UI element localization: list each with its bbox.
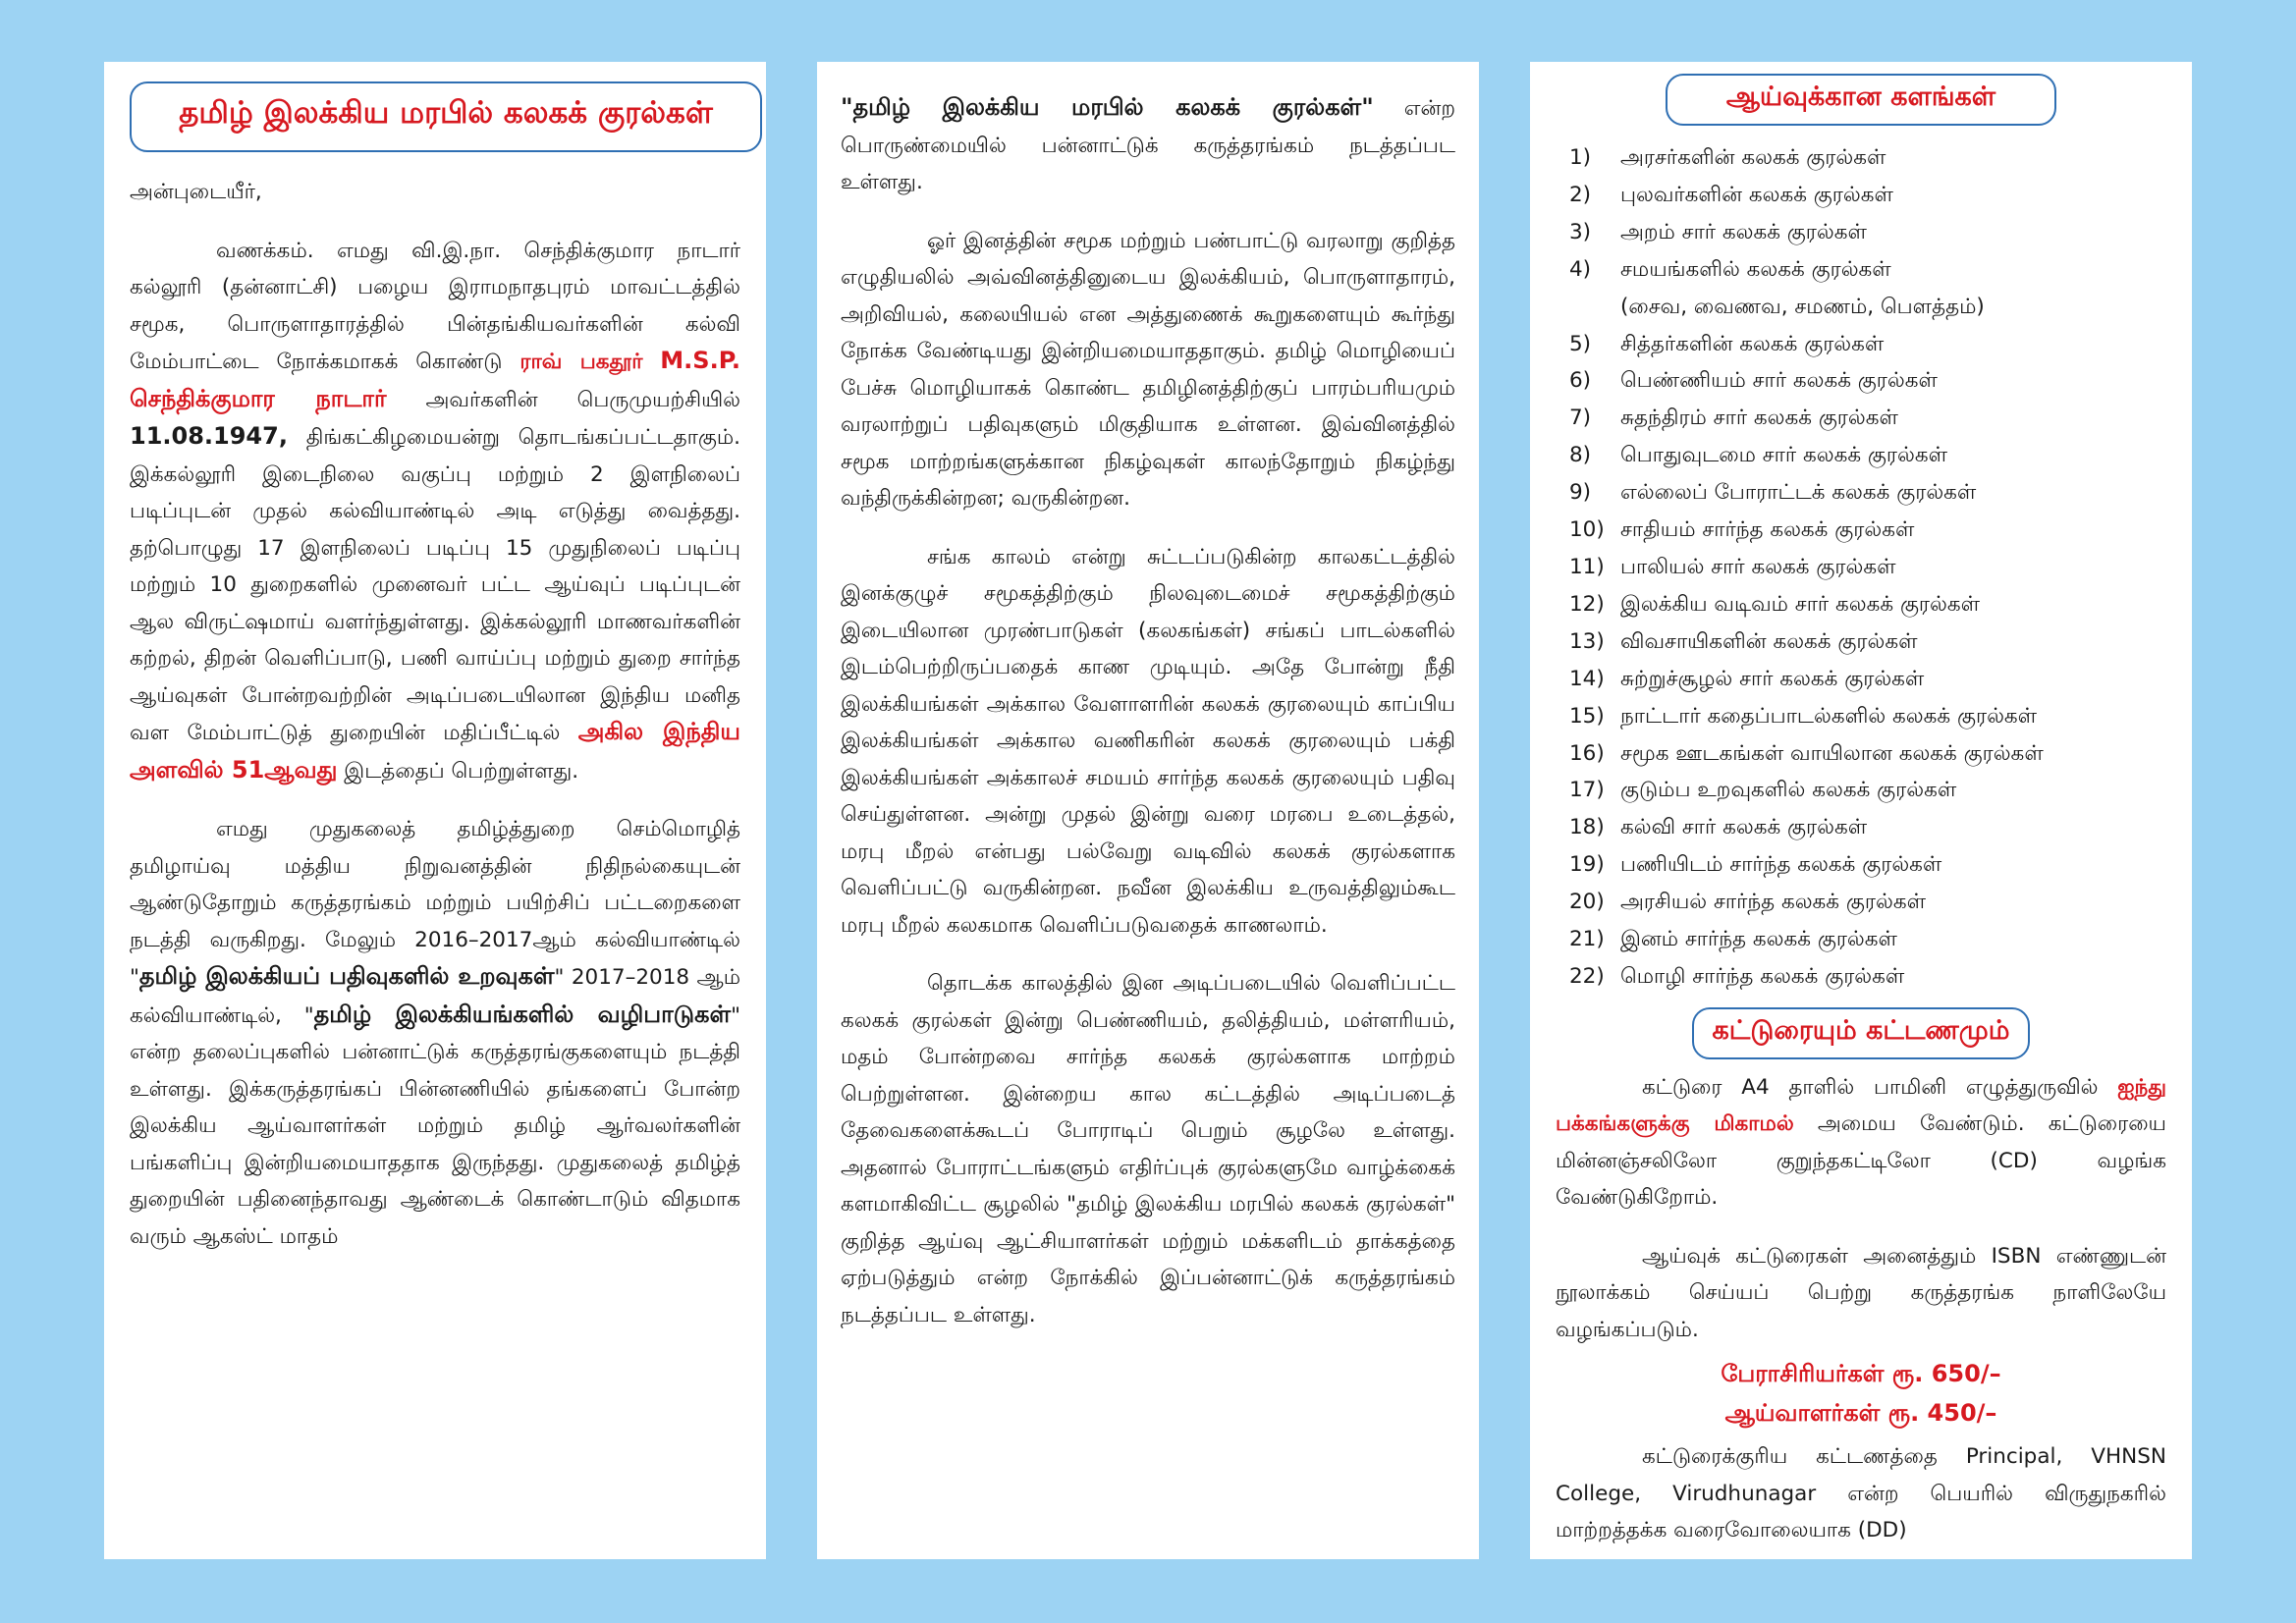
theme-paragraph-1: ஓர் இனத்தின் சமூக மற்றும் பண்பாட்டு வரலாறு குறித்த எழுதியலில் அவ்வினத்தினுடைய இலக்கியம், பொருளாதாரம், அறிவியல், கலையியல் என அத்துணைக் கூறுகளையும் கூர்ந்து நோக்க வேண்டியது இன்றியமையாததாகும். தமிழ் மொழியைப் பேச்சு மொழியாகக் கொண்ட தமிழினத்திற்குப் பாரம்பரியமும் வரலாற்றுப் பதிவுகளும் மிகுதியாக உள்ளன. இவ்வினத்தில் சமூக மாற்றங்களுக்கான நிகழ்வுகள் காலந்தோறும் நிகழ்ந்து வந்திருக்கின்றன; வருகின்றன.	[841, 228, 1455, 511]
research-area-text: அரசியல் சார்ந்த கலகக் குரல்கள்	[1620, 890, 1926, 915]
research-area-text: இனம் சார்ந்த கலகக் குரல்கள்	[1620, 927, 1897, 952]
research-area-text: கல்வி சார் கலகக் குரல்கள்	[1620, 815, 1868, 840]
research-area-number: 9)	[1569, 480, 1592, 506]
research-area-item	[1569, 549, 2166, 586]
panel-theme	[817, 62, 1479, 1559]
research-area-item	[1569, 586, 2166, 623]
page-limit-highlight: ஐந்து பக்கங்களுக்கு மிகாமல்	[1556, 1074, 2166, 1137]
research-area-text: சுற்றுச்சூழல் சார் கலகக் குரல்கள்	[1620, 666, 1925, 691]
research-area-text: இலக்கிய வடிவம் சார் கலகக் குரல்கள்	[1620, 591, 1981, 617]
research-area-number: 13)	[1569, 628, 1605, 654]
research-area-item	[1569, 400, 2166, 437]
college-history-paragraph: வணக்கம். எமது வி.இ.நா. செந்திக்குமார நாடார் கல்லூரி (தன்னாட்சி) பழைய இராமநாதபுரம் மாவட்டத்தில் சமூக, பொருளாதாரத்தில் பின்தங்கியவர்களின் கல்வி மேம்பாட்டை நோக்கமாகக் கொண்டு ராவ் பகதூர் M.S.P. செந்திக்குமார நாடார் அவர்களின் பெருமுயற்சியில் 11.08.1947, திங்கட்கிழமையன்று தொடங்கப்பட்டதாகும். இக்கல்லூரி இடைநிலை வகுப்பு மற்றும் 2 இளநிலைப் படிப்புடன் முதல் கல்வியாண்டில் அடி எடுத்து வைத்தது. தற்பொழுது 17 இளநிலைப் படிப்பு 15 முதுநிலைப் படிப்பு மற்றும் 10 துறைகளில் முனைவர் பட்ட ஆய்வுப் படிப்புடன் ஆல விருட்ஷமாய் வளர்ந்துள்ளது. இக்கல்லூரி மாணவர்களின் கற்றல், திறன் வெளிப்பாடு, பணி வாய்ப்பு மற்றும் துறை சார்ந்த ஆய்வுகள் போன்றவற்றின் அடிப்படையிலான இந்திய மனித வள மேம்பாட்டுத் துறையின் மதிப்பீட்டில் அகில இந்திய அளவில் 51ஆவது இடத்தைப் பெற்றுள்ளது.	[130, 238, 740, 784]
department-paragraph: எமது முதுகலைத் தமிழ்த்துறை செம்மொழித் தமிழாய்வு மத்திய நிறுவனத்தின் நிதிநல்கையுடன் ஆண்டுதோறும் கருத்தரங்கம் மற்றும் பயிற்சிப் பட்டறைகளை நடத்தி வருகிறது. மேலும் 2016–2017ஆம் கல்வியாண்டில் "தமிழ் இலக்கியப் பதிவுகளில் உறவுகள்" 2017–2018 ஆம் கல்வியாண்டில், "தமிழ் இலக்கியங்களில் வழிபாடுகள்" என்ற தலைப்புகளில் பன்னாட்டுக் கருத்தரங்குகளையும் நடத்தி உள்ளது. இக்கருத்தரங்கப் பின்னணியில் தங்களைப் போன்ற இலக்கிய ஆய்வாளர்கள் மற்றும் தமிழ் ஆர்வலர்களின் பங்களிப்பு இன்றியமையாததாக இருந்தது. முதுகலைத் தமிழ்த் துறையின் பதினைந்தாவது ஆண்டைக் கொண்டாடும் விதமாக வரும் ஆகஸ்ட் மாதம்	[130, 817, 740, 1249]
research-area-number: 17)	[1569, 778, 1605, 803]
research-area-text: சுதந்திரம் சார் கலகக் குரல்கள்	[1620, 406, 1898, 431]
research-area-item	[1569, 326, 2166, 363]
research-area-item	[1569, 884, 2166, 921]
research-area-item	[1569, 846, 2166, 884]
research-area-text: பெண்ணியம் சார் கலகக் குரல்கள்	[1620, 368, 1938, 394]
research-area-number: 4)	[1569, 256, 1592, 282]
research-area-text: நாட்டார் கதைப்பாடல்களில் கலகக் குரல்கள்	[1620, 703, 2038, 729]
panel-areas-fees	[1530, 62, 2192, 1559]
research-area-text: (சைவ, வைணவ, சமணம், பௌத்தம்)	[1620, 294, 1985, 319]
research-area-text: அரசர்களின் கலகக் குரல்கள்	[1620, 145, 1886, 170]
research-area-item	[1569, 958, 2166, 996]
research-area-number: 1)	[1569, 145, 1592, 170]
seminar-2016-title: தமிழ் இலக்கியப் பதிவுகளில் உறவுகள்	[138, 962, 555, 990]
fee-scholars: ஆய்வாளர்கள் ரூ. 450/–	[1724, 1399, 1997, 1428]
salutation: அன்புடையீர்,	[130, 180, 262, 204]
research-area-item	[1569, 921, 2166, 958]
research-area-number: 7)	[1569, 406, 1592, 431]
seminar-2017-title: தமிழ் இலக்கியங்களில் வழிபாடுகள்	[313, 1000, 732, 1028]
research-area-number: 22)	[1569, 963, 1605, 989]
research-area-item	[1569, 289, 2166, 326]
research-area-text: பொதுவுடமை சார் கலகக் குரல்கள்	[1620, 443, 1948, 468]
research-area-number: 12)	[1569, 591, 1605, 617]
research-area-number: 6)	[1569, 368, 1592, 394]
research-area-text: குடும்ப உறவுகளில் கலகக் குரல்கள்	[1620, 778, 1957, 803]
founder-title: ராவ் பகதூர்	[519, 350, 643, 374]
research-area-text: பாலியல் சார் கலகக் குரல்கள்	[1620, 554, 1896, 579]
research-area-number: 15)	[1569, 703, 1605, 729]
theme-intro: "தமிழ் இலக்கிய மரபில் கலகக் குரல்கள்" என்ற பொருண்மையில் பன்னாட்டுக் கருத்தரங்கம் நடத்தப்பட உள்ளது.	[841, 93, 1456, 194]
research-area-text: புலவர்களின் கலகக் குரல்கள்	[1620, 182, 1893, 207]
research-area-text: சித்தர்களின் கலகக் குரல்கள்	[1620, 331, 1885, 356]
research-area-item	[1569, 512, 2166, 549]
research-area-number: 5)	[1569, 331, 1592, 356]
research-area-number: 18)	[1569, 815, 1605, 840]
research-area-item	[1569, 251, 2166, 289]
theme-paragraph-2: சங்க காலம் என்று சுட்டப்படுகின்ற காலகட்டத்தில் இனக்குழுச் சமூகத்திற்கும் நிலவுடைமைச் சமூகத்திற்கும் இடையிலான முரண்பாடுகள் (கலகங்கள்) சங்கப் பாடல்களில் இடம்பெற்றிருப்பதைக் காண முடியும். அதே போன்று நீதி இலக்கியங்கள் அக்கால வேளாளரின் கலகக் குரலையும் காப்பிய இலக்கியங்கள் அக்கால வணிகரின் கலகக் குரலையும் பக்தி இலக்கியங்கள் அக்காலச் சமயம் சார்ந்த கலகக் குரலையும் பதிவு செய்துள்ளன. அன்று முதல் இன்று வரை மரபை உடைத்தல், மரபு மீறல் என்பது பல்வேறு வடிவில் கலகக் குரல்களாக வெளிப்பட்டு வருகின்றன. நவீன இலக்கிய உருவத்திலும்கூட மரபு மீறல் கலகமாக வெளிப்படுவதைக் காணலாம்.	[841, 544, 1455, 938]
research-area-item	[1569, 809, 2166, 846]
payment-paragraph: கட்டுரைக்குரிய கட்டணத்தை Principal, VHNSN College, Virudhunagar என்ற பெயரில் விருதுநகரில் மாற்றத்தக்க வரைவோலையாக (DD)	[1556, 1444, 2166, 1543]
research-area-item	[1569, 698, 2166, 735]
research-area-text: எல்லைப் போராட்டக் கலகக் குரல்கள்	[1620, 480, 1977, 506]
research-area-item	[1569, 735, 2166, 773]
paper-format-paragraph: கட்டுரை A4 தாளில் பாமினி எழுத்துருவில் ஐந்து பக்கங்களுக்கு மிகாமல் அமைய வேண்டும். கட்டுரையை மின்னஞ்சலிலோ குறுந்தகட்டிலோ (CD) வழங்க வேண்டுகிறோம்.	[1556, 1074, 2166, 1211]
research-area-text: அறம் சார் கலகக் குரல்கள்	[1620, 219, 1867, 244]
research-area-item	[1569, 139, 2166, 177]
research-area-item	[1569, 623, 2166, 661]
research-area-number: 14)	[1569, 666, 1605, 691]
isbn-paragraph: ஆய்வுக் கட்டுரைகள் அனைத்தும் ISBN எண்ணுடன் நூலாக்கம் செய்யப் பெற்று கருத்தரங்க நாளிலேயே வழங்கப்படும்.	[1556, 1243, 2166, 1342]
research-area-text: சமயங்களில் கலகக் குரல்கள்	[1620, 256, 1891, 282]
research-areas-title: ஆய்வுக்கான களங்கள்	[1666, 74, 2056, 126]
research-area-item	[1569, 437, 2166, 474]
fee-professors: பேராசிரியர்கள் ரூ. 650/–	[1721, 1360, 2001, 1388]
research-area-number	[1569, 289, 1620, 326]
research-area-number: 10)	[1569, 517, 1605, 543]
founding-date: 11.08.1947,	[130, 422, 288, 450]
research-area-item	[1569, 474, 2166, 512]
research-area-number: 16)	[1569, 740, 1605, 766]
research-area-text: விவசாயிகளின் கலகக் குரல்கள்	[1620, 628, 1918, 654]
seminar-title: தமிழ் இலக்கிய மரபில் கலகக் குரல்கள்	[130, 81, 762, 152]
research-area-number: 21)	[1569, 927, 1605, 952]
founder-name: M.S.P. செந்திக்குமார நாடார்	[130, 347, 740, 412]
research-area-item	[1569, 177, 2166, 214]
research-area-text: பணியிடம் சார்ந்த கலகக் குரல்கள்	[1620, 852, 1942, 878]
fee-section-title: கட்டுரையும் கட்டணமும்	[1692, 1007, 2030, 1059]
panel-intro	[104, 62, 766, 1559]
research-area-number: 3)	[1569, 219, 1592, 244]
research-area-number: 19)	[1569, 852, 1605, 878]
research-areas-list	[1569, 139, 2166, 996]
research-area-number: 11)	[1569, 554, 1605, 579]
research-area-text: சமூக ஊடகங்கள் வாயிலான கலகக் குரல்கள்	[1620, 740, 2044, 766]
ranking-highlight: அகில இந்திய அளவில் 51ஆவது	[130, 718, 740, 784]
research-area-number: 2)	[1569, 182, 1592, 207]
research-area-number: 20)	[1569, 890, 1605, 915]
research-area-text: மொழி சார்ந்த கலகக் குரல்கள்	[1620, 963, 1905, 989]
theme-paragraph-3: தொடக்க காலத்தில் இன அடிப்படையில் வெளிப்பட்ட கலகக் குரல்கள் இன்று பெண்ணியம், தலித்தியம், மள்ளரியம், மதம் போன்றவை சார்ந்த கலகக் குரல்களாக மாற்றம் பெற்றுள்ளன. இன்றைய கால கட்டத்தில் அடிப்படைத் தேவைகளைக்கூடப் போராடிப் பெறும் சூழலே உள்ளது. அதனால் போராட்டங்களும் எதிர்ப்புக் குரல்களுமே வாழ்க்கைக் களமாகிவிட்ட சூழலில் "தமிழ் இலக்கிய மரபில் கலகக் குரல்கள்" குறித்த ஆய்வு ஆட்சியாளர்கள் மற்றும் மக்களிடம் தாக்கத்தை ஏற்படுத்தும் என்ற நோக்கில் இப்பன்னாட்டுக் கருத்தரங்கம் நடத்தப்பட உள்ளது.	[841, 971, 1455, 1327]
theme-quote-title: "தமிழ் இலக்கிய மரபில் கலகக் குரல்கள்"	[841, 93, 1374, 121]
research-area-text: சாதியம் சார்ந்த கலகக் குரல்கள்	[1620, 517, 1915, 543]
research-area-item	[1569, 661, 2166, 698]
research-area-item	[1569, 772, 2166, 809]
research-area-item	[1569, 362, 2166, 400]
research-area-item	[1569, 214, 2166, 251]
research-area-number: 8)	[1569, 443, 1592, 468]
